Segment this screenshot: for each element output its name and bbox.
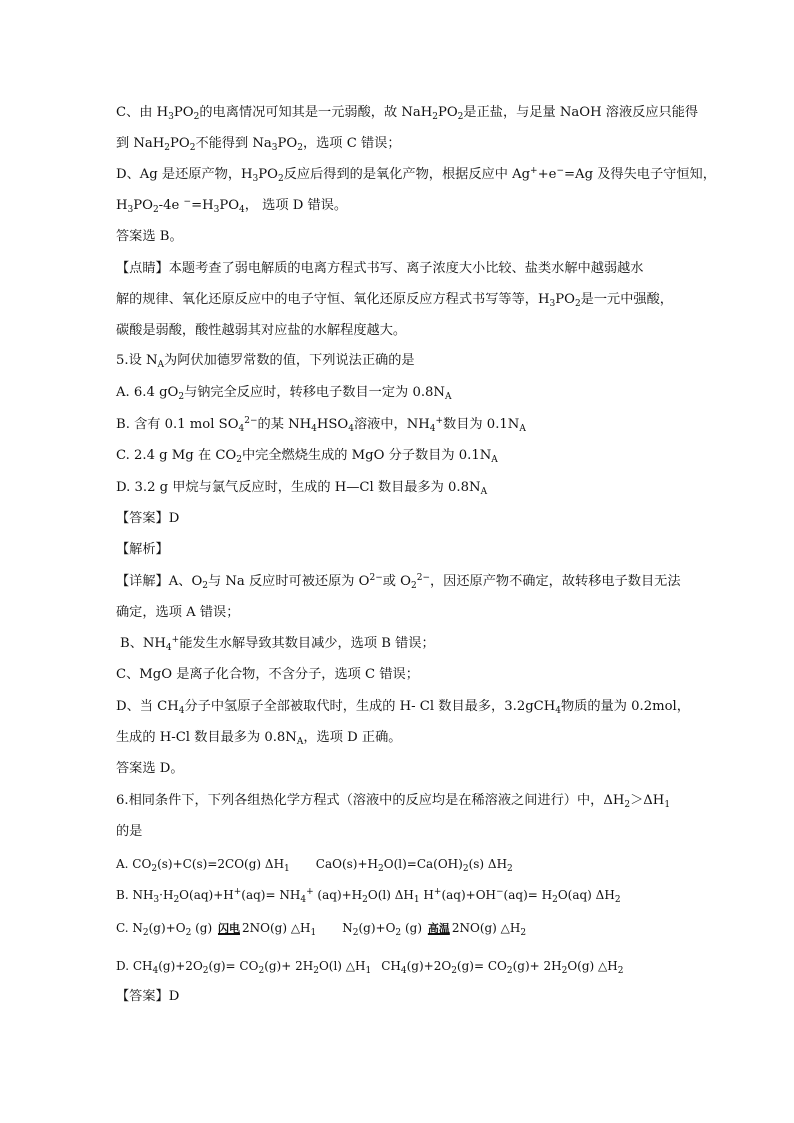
- question-6-option-d: D. $CH_4(g)+2O_2(g)= CO_2(g)+ 2H_2O(l)$ $\triangle H_1$ $CH_4(g)+2O_2(g)= CO_2(g)+ 2H_2O(g)$ $\triangle H_2$: [116, 959, 624, 976]
- question-5-option-c: C. 2.4 g Mg 在 $CO_2$中完全燃烧生成的 MgO 分子数目为 $0.1N_A$: [116, 448, 498, 465]
- reaction-condition-arrow: 闪电: [217, 922, 240, 935]
- question-5-option-d: D. 3.2 g 甲烷与氯气反应时，生成的 H—Cl 数目最多为 $0.8N_A$: [116, 480, 488, 497]
- text-line: C、由 $H_3PO_2$的电离情况可知其是一元弱酸，故 $NaH_2PO_2$是正盐，与足量 NaOH 溶液反应只能得: [116, 105, 699, 122]
- text-line: 碳酸是弱酸，酸性越弱其对应盐的水解程度越大。: [116, 323, 407, 338]
- text-line: $H_3PO_2-4e$ $^-=H_3PO_4$， 选项 D 错误。: [116, 197, 348, 215]
- text-line: 答案选 D。: [116, 761, 184, 776]
- analysis-label: 【解析】: [116, 542, 169, 557]
- question-6-option-b: B. $NH_3\cdot H_2O(aq)+H^+(aq)= NH_4^+$ $(aq)+H_2O(l)$ $\Delta H_1$ $H^+(aq)+OH^-(aq)= H_2O(aq)$ $\Delta H_2$: [116, 887, 621, 905]
- text-line: 【详解】A、$O_2$与 Na 反应时可被还原为 $O^{2-}$或 $O_2^{2-}$，因还原产物不确定，故转移电子数目无法: [116, 573, 681, 591]
- question-6-option-c: C. $N_2(g)+O_2$ (g) 闪电 2NO(g) $\triangle H_1$ $N_2(g)+O_2$ (g) 高温 2NO(g) $\triangle H_2$: [116, 921, 527, 938]
- text-line: 【点睛】本题考查了弱电解质的电离方程式书写、离子浓度大小比较、盐类水解中越弱越水: [116, 261, 644, 276]
- text-line: 到 $NaH_2PO_2$不能得到 $Na_3PO_2$，选项 C 错误；: [116, 136, 401, 153]
- question-5-option-b: B. 含有 0.1 mol $SO_4^{2-}$的某 $NH_4HSO_4$溶液中，$NH_4^+$数目为 $0.1N_A$: [116, 416, 526, 434]
- question-6-option-a: A. $CO_2(s)+C(s)=2CO(g)$ $\Delta H_1$ $CaO(s)+H_2O(l)=Ca(OH)_2(s)$ $\Delta H_2$: [116, 857, 513, 874]
- text-line: 解的规律、氧化还原反应中的电子守恒、氧化还原反应方程式书写等等，$H_3PO_2$是一元中强酸，: [116, 292, 673, 309]
- question-5-option-a: A. 6.4 $gO_2$与钠完全反应时，转移电子数目一定为 $0.8N_A$: [116, 385, 452, 402]
- text-line: D、当 $CH_4$分子中氢原子全部被取代时，生成的 H- Cl 数目最多，3.2gCH$_4$物质的量为 0.2mol，: [116, 699, 690, 716]
- answer-label: 【答案】D: [116, 511, 180, 526]
- reaction-condition-arrow: 高温: [427, 922, 450, 935]
- text-line: B、$NH_4^+$能发生水解导致其数目减少，选项 B 错误；: [120, 635, 435, 653]
- answer-label: 【答案】D: [116, 989, 180, 1004]
- question-6-stem: 6.相同条件下，下列各组热化学方程式（溶液中的反应均是在稀溶液之间进行）中，$\Delta H_2>\Delta H_1$: [116, 793, 671, 810]
- question-6-stem-cont: 的是: [116, 824, 143, 839]
- text-line: 生成的 H-Cl 数目最多为 $0.8N_A$，选项 D 正确。: [116, 730, 402, 747]
- text-line: D、Ag 是还原产物，$H_3PO_2$反应后得到的是氧化产物，根据反应中 Ag++e−=Ag 及得失电子守恒知，: [116, 166, 716, 184]
- question-5-stem: 5.设 $N_A$为阿伏加德罗常数的值，下列说法正确的是: [116, 353, 415, 370]
- text-line: 确定，选项 A 错误；: [116, 605, 240, 620]
- text-line: C、MgO 是离子化合物，不含分子，选项 C 错误；: [116, 667, 419, 682]
- text-line: 答案选 B。: [116, 229, 183, 244]
